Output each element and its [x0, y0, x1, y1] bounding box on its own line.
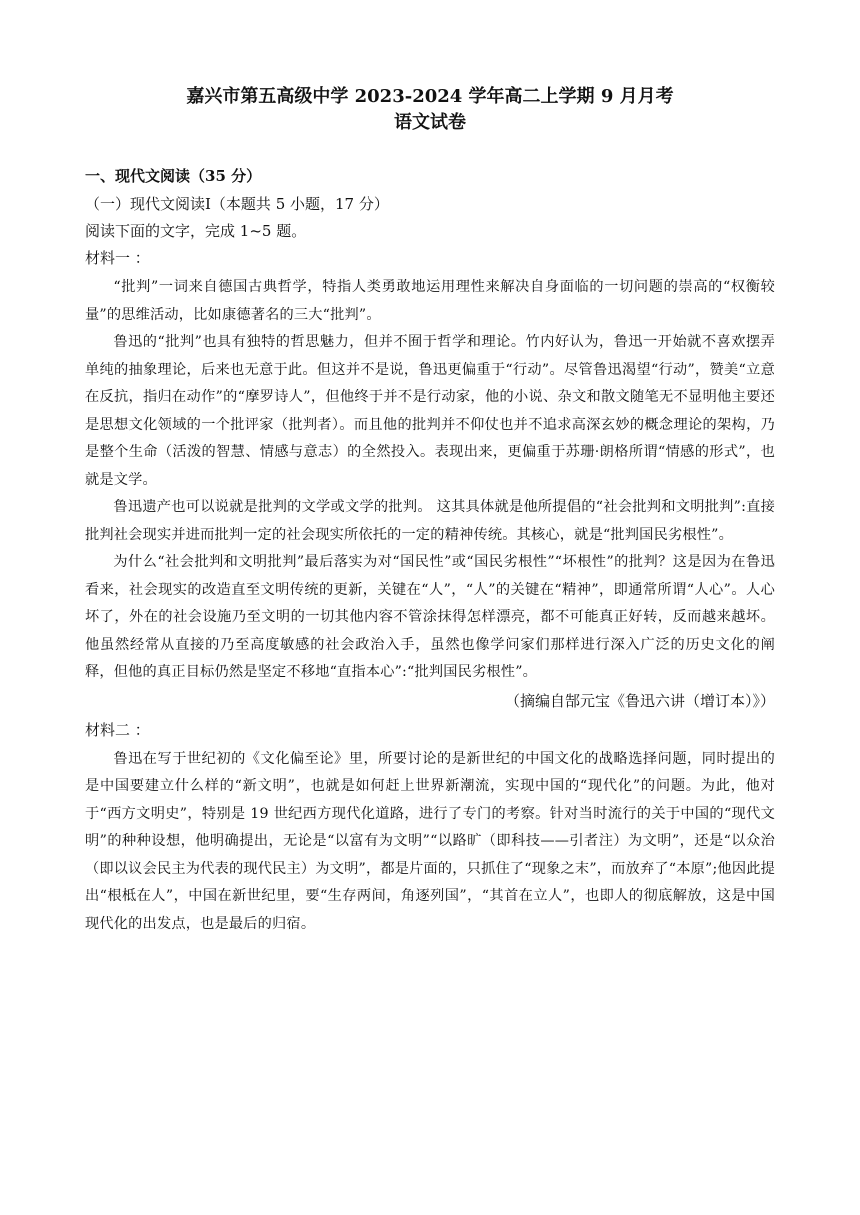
material1-paragraph: 鲁迅的“批判”也具有独特的哲思魅力，但并不囿于哲学和理论。竹内好认为，鲁迅一开始就不喜欢摆弄单纯的抽象理论，后来也无意于此。但这并不是说，鲁迅更偏重于“行动”。尽管鲁迅渴望“行动”，赞美“立意在反抗，指归在动作”的“摩罗诗人”，但他终于并不是行动家，他的小说、杂文和散文随笔无不显明他主要还是思想文化领域的一个批评家（批判者）。而且他的批判并不仰仗也并不追求高深玄妙的概念理论的架构，乃是整个生命（活泼的智慧、情感与意志）的全然投入。表现出来，更偏重于苏珊·朗格所谓“情感的形式”，也就是文学。 [85, 334, 775, 488]
exam-title-line1: 嘉兴市第五高级中学 2023-2024 学年高二上学期 9 月月考 [186, 86, 674, 107]
material1-citation: （摘编自郜元宝《鲁迅六讲（增订本）》） [504, 691, 775, 710]
material1-paragraph: 鲁迅遗产也可以说就是批判的文学或文学的批判。 这其具体就是他所提倡的“社会批判和文明批判”:直接批判社会现实并进而批判一定的社会现实所依托的一定的精神传统。其核心，就是“批判国民劣根性”。 [85, 499, 775, 543]
exam-title [85, 84, 775, 136]
exam-page [85, 84, 775, 938]
sub-section-heading: （一）现代文阅读Ⅰ（本题共 5 小题，17 分） [85, 195, 389, 213]
material1-label: 材料一 ： [85, 249, 150, 267]
material1-paragraph: “批判”一词来自德国古典哲学，特指人类勇敢地运用理性来解决自身面临的一切问题的崇高的“权衡较量”的思维活动，比如康德著名的三大“批判”。 [85, 279, 775, 323]
section-heading: 一、现代文阅读（35 分） [85, 167, 262, 185]
material2-label: 材料二 ： [85, 720, 150, 739]
exam-title-line2: 语文试卷 [394, 112, 466, 133]
reading-instruction: 阅读下面的文字，完成 1~5 题。 [85, 222, 307, 240]
material2-paragraph: 鲁迅在写于世纪初的《文化偏至论》里，所要讨论的是新世纪的中国文化的战略选择问题，同时提出的是中国要建立什么样的“新文明”，也就是如何赶上世界新潮流，实现中国的“现代化”的问题。为此，他对于“西方文明史”，特别是 19 世纪西方现代化道路，进行了专门的考察。针对当时流行的关于中国的“现代文明”的种种设想，他明确提出，无论是“以富有为文明”“以路旷（即科技——引者注）为文明”，还是“以众治（即以议会民主为代表的现代民主）为文明”，都是片面的，只抓住了“现象之末”，而放弃了“本原”;他因此提出“根柢在人”，中国在新世纪里，要“生存两间，角逐列国”，“其首在立人”，也即人的彻底解放，这是中国现代化的出发点，也是最后的归宿。 [85, 750, 775, 932]
material1-paragraph: 为什么“社会批判和文明批判”最后落实为对“国民性”或“国民劣根性”“坏根性”的批判？这是因为在鲁迅看来，社会现实的改造直至文明传统的更新，关键在“人”，“人”的关键在“精神”，即通常所谓“人心”。人心坏了，外在的社会设施乃至文明的一切其他内容不管涂抹得怎样漂亮，都不可能真正好转，反而越来越坏。他虽然经常从直接的乃至高度敏感的社会政治入手，虽然也像学问家们那样进行深入广泛的历史文化的阐释，但他的真正目标仍然是坚定不移地“直指本心”:“批判国民劣根性”。 [85, 554, 775, 680]
